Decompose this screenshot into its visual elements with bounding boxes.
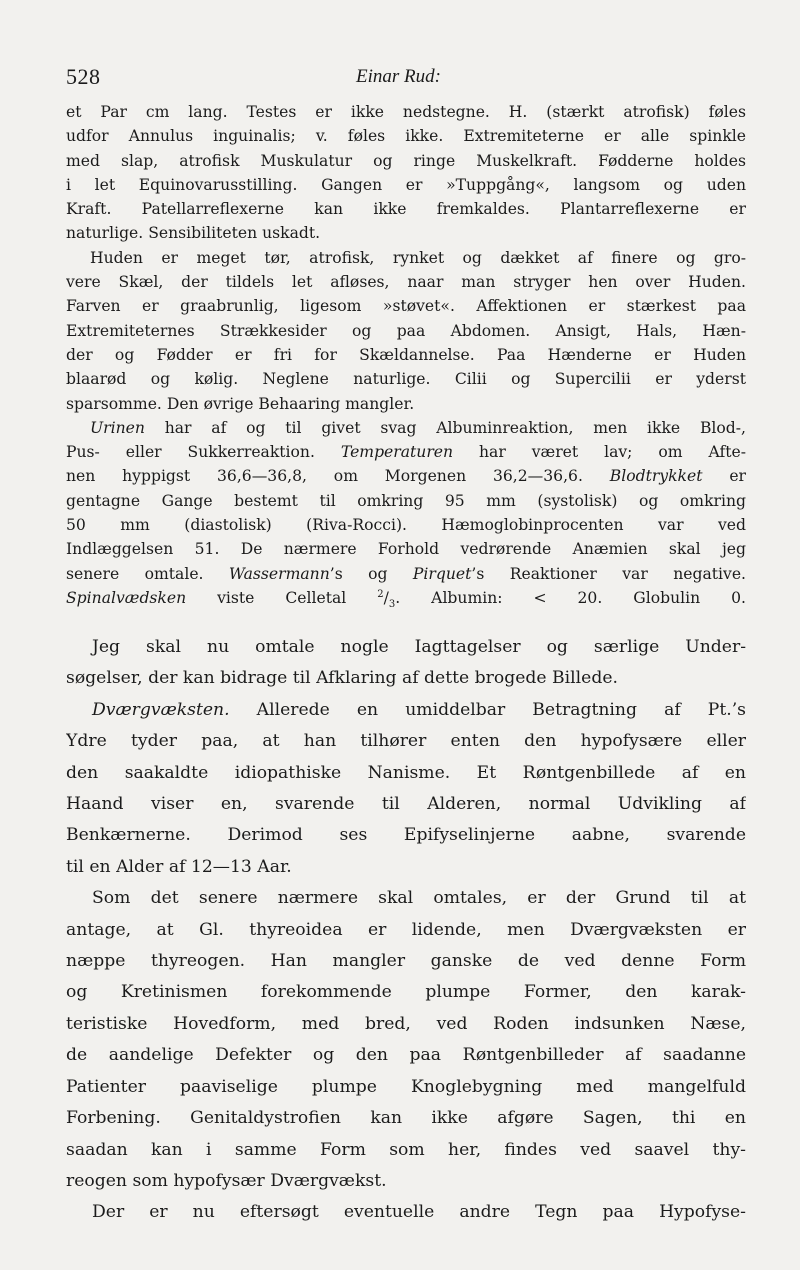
text-segment: Farven er graabrunlig, ligesom »støvet«. Affektionen er stærkest paa [66, 297, 746, 316]
text-segment: der og Fødder er fri for Skældannelse. Paa Hænderne er Huden [66, 345, 746, 364]
text-segment: Som det senere nærmere skal omtales, er der Grund til at [92, 888, 746, 909]
text-segment: er [702, 467, 746, 486]
italic-term: Blodtrykket [609, 467, 703, 486]
text-line [66, 221, 746, 245]
text-line [66, 100, 746, 124]
text-segment: ’s Reaktioner var negative. [471, 564, 746, 583]
text-line [66, 758, 746, 789]
text-segment: Ydre tyder paa, at han tilhører enten den hypofysære eller [66, 731, 746, 752]
italic-term: Temperaturen [340, 443, 454, 462]
text-line [66, 343, 746, 367]
text-segment: har af og til givet svag Albuminreaktion, men ikke Blod-, [144, 418, 746, 437]
text-segment: med slap, atrofisk Muskulatur og ringe Muskelkraft. Fødderne holdes [66, 151, 746, 170]
text-segment: Indlæggelsen 51. De nærmere Forhold vedrørende Anæmien skal jeg [66, 540, 746, 559]
case-details-section [66, 100, 746, 610]
text-line [66, 294, 746, 318]
text-segment: antage, at Gl. thyreoidea er lidende, men Dværgvæksten er [66, 919, 746, 940]
text-segment: reogen som hypofysær Dværgvækst. [66, 1170, 387, 1191]
text-segment: i let Equinovarusstilling. Gangen er »Tuppgång«, langsom og uden [66, 175, 746, 194]
text-line [66, 1040, 746, 1071]
text-line [66, 977, 746, 1008]
text-line [66, 319, 746, 343]
text-segment: et Par cm lang. Testes er ikke nedstegne. H. (stærkt atrofisk) føles [66, 103, 746, 121]
text-line [66, 562, 746, 586]
text-line [66, 270, 746, 294]
text-segment: de aandelige Defekter og den paa Røntgenbilleder af saadanne [66, 1045, 746, 1066]
text-segment: Extremiteternes Strækkesider og paa Abdomen. Ansigt, Hals, Hæn- [66, 321, 746, 340]
text-line [66, 789, 746, 820]
text-segment: og Kretinismen forekommende plumpe Former, den karak- [66, 982, 746, 1003]
text-line [66, 246, 746, 270]
text-segment: saadan kan i samme Form som her, findes ved saavel thy- [66, 1139, 746, 1160]
italic-term: Urinen [90, 418, 145, 437]
text-segment: sparsomme. Den øvrige Behaaring mangler. [66, 394, 415, 413]
text-segment: Allerede en umiddelbar Betragtning af Pt.’s [229, 699, 746, 720]
text-line [66, 416, 746, 440]
text-segment: viste Celletal [186, 588, 378, 607]
text-segment: Haand viser en, svarende til Alderen, normal Udvikling af [66, 794, 746, 815]
text-line [66, 1166, 746, 1197]
text-segment: søgelser, der kan bidrage til Afklaring af dette brogede Billede. [66, 668, 618, 689]
text-segment: til en Alder af 12—13 Aar. [66, 856, 292, 877]
text-line [66, 367, 746, 391]
text-segment: næppe thyreogen. Han mangler ganske de ved denne Form [66, 951, 746, 972]
text-line [66, 489, 746, 513]
text-line [66, 173, 746, 197]
text-line [66, 695, 746, 726]
text-segment: nen hyppigst 36,6—36,8, om Morgenen 36,2—36,6. [66, 467, 610, 486]
text-line [66, 946, 746, 977]
text-line [66, 440, 746, 464]
text-segment: Forbening. Genitaldystrofien kan ikke afgøre Sagen, thi en [66, 1108, 746, 1129]
running-head: Einar Rud: [356, 66, 441, 87]
text-segment: udfor Annulus inguinalis; v. føles ikke. Extremiteterne er alle spinkle [66, 127, 746, 146]
text-segment: har været lav; om Afte- [453, 443, 746, 462]
text-line [66, 852, 746, 883]
text-segment: senere omtale. [66, 564, 229, 583]
text-segment: den saakaldte idiopathiske Nanisme. Et Røntgenbillede af en [66, 762, 746, 783]
text-line [66, 1009, 746, 1040]
text-line [66, 883, 746, 914]
text-segment: vere Skæl, der tildels let afløses, naar man stryger hen over Huden. [66, 273, 746, 292]
text-segment: 50 mm (diastolisk) (Riva-Rocci). Hæmoglobinprocenten var ved [66, 516, 746, 535]
text-line [66, 1135, 746, 1166]
text-segment: Pus- eller Sukkerreaktion. [66, 443, 341, 462]
text-line [66, 392, 746, 416]
text-line [66, 1103, 746, 1134]
text-segment: ’s og [329, 564, 413, 583]
text-segment: Jeg skal nu omtale nogle Iagttagelser og særlige Under- [92, 637, 746, 657]
text-line [66, 149, 746, 173]
text-line [66, 537, 746, 561]
discussion-section [66, 632, 746, 1229]
text-segment: blaarød og kølig. Neglene naturlige. Cilii og Supercilii er yderst [66, 370, 746, 389]
text-line [66, 726, 746, 757]
text-line [66, 1072, 746, 1103]
page-number: 528 [66, 64, 101, 89]
text-line [66, 663, 746, 694]
text-segment: Patienter paaviselige plumpe Knoglebygning med mangelfuld [66, 1076, 746, 1097]
page-header [66, 64, 734, 94]
text-segment: teristiske Hovedform, med bred, ved Roden indsunken Næse, [66, 1013, 746, 1034]
italic-term: Pirquet [412, 564, 472, 583]
text-segment: 2 [377, 588, 384, 600]
text-segment: Kraft. Patellarreflexerne kan ikke fremkaldes. Plantarreflexerne er [66, 200, 746, 219]
text-line [66, 820, 746, 851]
text-segment: 3 [388, 599, 396, 611]
italic-term: Dværgvæksten. [92, 699, 230, 720]
text-segment: / [383, 588, 389, 607]
text-line [66, 632, 746, 663]
text-line [66, 197, 746, 221]
text-line [66, 586, 746, 610]
text-segment: Benkærnerne. Derimod ses Epifyselinjerne aabne, svarende [66, 825, 746, 846]
italic-term: Wassermann [228, 564, 330, 583]
text-line [66, 464, 746, 488]
text-segment: gentagne Gange bestemt til omkring 95 mm (systolisk) og omkring [66, 491, 746, 510]
text-segment: Der er nu eftersøgt eventuelle andre Tegn paa Hypofyse- [92, 1202, 746, 1223]
text-line [66, 513, 746, 537]
italic-term: Spinalvædsken [66, 588, 187, 607]
text-segment: Huden er meget tør, atrofisk, rynket og dækket af finere og gro- [90, 248, 746, 267]
text-line [66, 915, 746, 946]
text-line [66, 1197, 746, 1228]
text-segment: naturlige. Sensibiliteten uskadt. [66, 224, 321, 243]
text-segment: . Albumin: < 20. Globulin 0. [395, 588, 746, 607]
text-line [66, 124, 746, 148]
